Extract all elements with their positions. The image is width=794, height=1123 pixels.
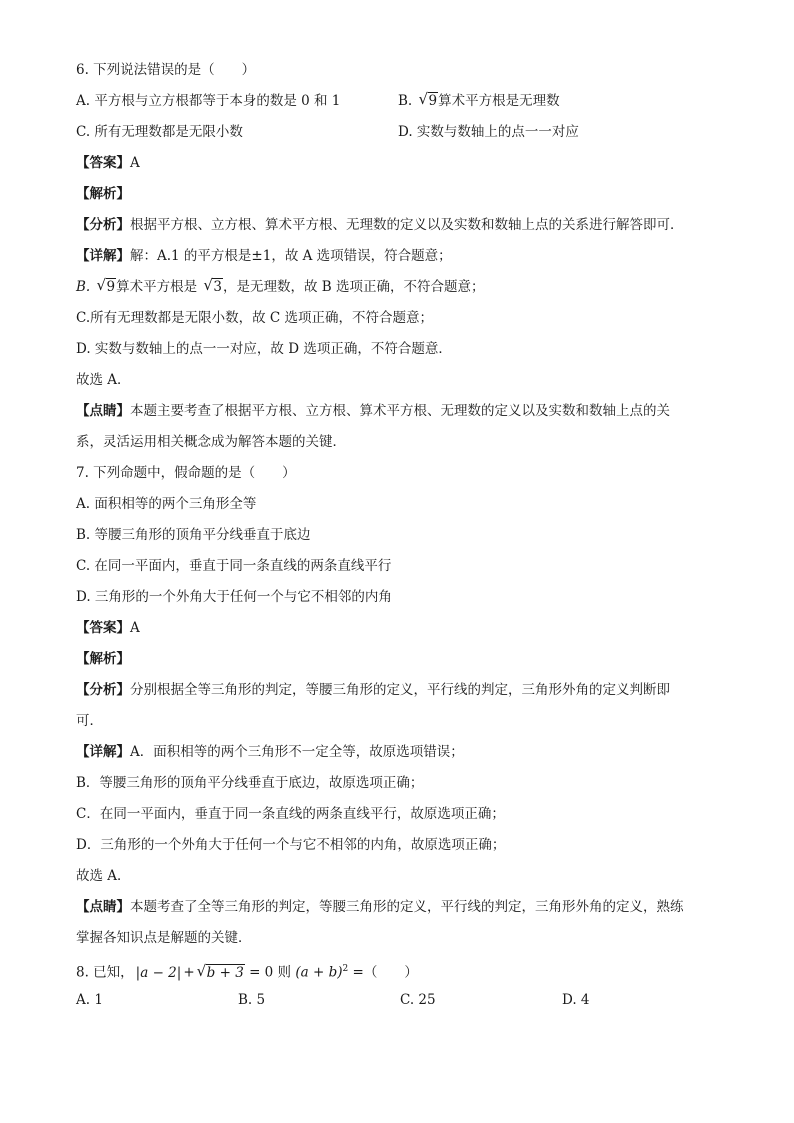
sqrt-symbol: √ 3 bbox=[203, 276, 222, 295]
q6-xiangjie-1: 【详解】解：A.1 的平方根是±1，故 A 选项错误，符合题意； bbox=[76, 248, 452, 264]
q6-dianjing-2: 系，灵活运用相关概念成为解答本题的关键． bbox=[76, 434, 346, 450]
q6-answer: 【答案】A bbox=[76, 155, 140, 171]
q7-dianjing-2: 掌握各知识点是解题的关键． bbox=[76, 930, 252, 946]
q7-fenxi-2: 可． bbox=[76, 713, 103, 729]
q7-option-d: D. 三角形的一个外角大于任何一个与它不相邻的内角 bbox=[76, 589, 392, 605]
abs-expression: |a − 2| bbox=[135, 964, 182, 981]
q8-option-b: B. 5 bbox=[238, 992, 266, 1008]
sqrt-symbol: √ 9 bbox=[96, 276, 116, 295]
q8-stem: 8. 已知， |a − 2| + √ b + 3 = 0 则 $(a + b)^2$ =（ ） bbox=[76, 961, 418, 981]
q7-xiangjie-3: C．在同一平面内，垂直于同一条直线的两条直线平行，故原选项正确； bbox=[76, 806, 505, 822]
q7-choose: 故选 A． bbox=[76, 868, 131, 884]
q7-answer: 【答案】A bbox=[76, 620, 140, 636]
q7-fenxi-1: 【分析】分别根据全等三角形的判定，等腰三角形的定义，平行线的判定，三角形外角的定义判断即 bbox=[76, 682, 670, 698]
q7-stem: 7. 下列命题中，假命题的是（ ） bbox=[76, 465, 296, 481]
sqrt-symbol: √ 9 bbox=[418, 90, 438, 109]
q6-option-c: C. 所有无理数都是无限小数 bbox=[76, 124, 243, 140]
q6-options-ab bbox=[76, 91, 716, 111]
q6-xiangjie-2: B. √ 9算术平方根是 √ 3，是无理数，故 B 选项正确，不符合题意； bbox=[76, 276, 485, 295]
q7-xiangjie-2: B．等腰三角形的顶角平分线垂直于底边，故原选项正确； bbox=[76, 775, 424, 791]
q6-choose: 故选 A． bbox=[76, 372, 131, 388]
q6-option-b: B. √ 9算术平方根是无理数 bbox=[398, 90, 560, 109]
q7-xiangjie-1: 【详解】A．面积相等的两个三角形不一定全等，故原选项错误； bbox=[76, 744, 464, 760]
document-page bbox=[76, 60, 716, 1021]
q8-option-c: C. 25 bbox=[400, 992, 436, 1008]
q6-dianjing-1: 【点睛】本题主要考查了根据平方根、立方根、算术平方根、无理数的定义以及实数和数轴上点的关 bbox=[76, 403, 670, 419]
q8-option-d: D. 4 bbox=[562, 992, 590, 1008]
q7-option-c: C. 在同一平面内，垂直于同一条直线的两条直线平行 bbox=[76, 558, 392, 574]
q6-analysis-label: 【解析】 bbox=[76, 186, 130, 202]
q6-option-a: A. 平方根与立方根都等于本身的数是 0 和 1 bbox=[76, 93, 341, 109]
q7-xiangjie-4: D．三角形的一个外角大于任何一个与它不相邻的内角，故原选项正确； bbox=[76, 837, 506, 853]
q6-options-cd bbox=[76, 122, 716, 142]
q7-dianjing-1: 【点睛】本题考查了全等三角形的判定，等腰三角形的定义，平行线的判定，三角形外角的定义，熟练 bbox=[76, 899, 684, 915]
q6-option-d: D. 实数与数轴上的点一一对应 bbox=[398, 124, 579, 140]
q6-stem: 6. 下列说法错误的是（ ） bbox=[76, 62, 256, 78]
q7-analysis-label: 【解析】 bbox=[76, 651, 130, 667]
q8-options bbox=[76, 990, 716, 1010]
q6-xiangjie-4: D. 实数与数轴上的点一一对应，故 D 选项正确，不符合题意． bbox=[76, 341, 452, 357]
q7-option-a: A. 面积相等的两个三角形全等 bbox=[76, 496, 257, 512]
q6-fenxi: 【分析】根据平方根、立方根、算术平方根、无理数的定义以及实数和数轴上点的关系进行解答即可． bbox=[76, 217, 684, 233]
q7-option-b: B. 等腰三角形的顶角平分线垂直于底边 bbox=[76, 527, 311, 543]
q8-option-a: A. 1 bbox=[76, 992, 103, 1008]
q6-xiangjie-3: C.所有无理数都是无限小数，故 C 选项正确，不符合题意； bbox=[76, 310, 434, 326]
sqrt-symbol: √ b + 3 bbox=[196, 961, 244, 981]
